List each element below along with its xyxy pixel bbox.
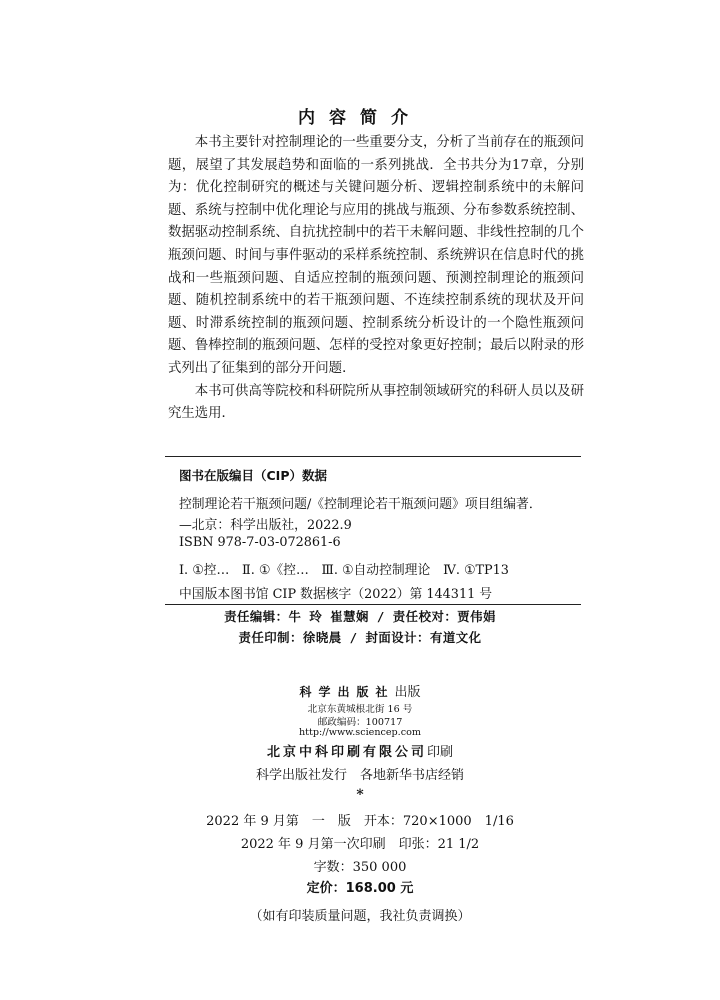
introduction-text <box>168 132 584 426</box>
quality-notice: （如有印装质量问题，我社负责调换） <box>249 909 471 924</box>
intro-paragraph-1: 本书主要针对控制理论的一些重要分支，分析了当前存在的瓶颈问题，展望了其发展趋势和面临的一系列挑战．全书共分为17章，分别为：优化控制研究的概述与关键问题分析、逻辑控制系统中的未解问题、系统与控制中优化理论与应用的挑战与瓶颈、分布参数系统控制、数据驱动控制系统、自抗扰控制中的若干未解问题、非线性控制的几个瓶颈问题、时间与事件驱动的采样系统控制、系统辨识在信息时代的挑战和一些瓶颈问题、自适应控制的瓶颈问题、预测控制理论的瓶颈问题、随机控制系统中的若干瓶颈问题、不连续控制系统的现状及开问题、时滞系统控制的瓶颈问题、控制系统分析设计的一个隐性瓶颈问题、鲁棒控制的瓶颈问题、怎样的受控对象更好控制；最后以附录的形式列出了征集到的部分开问题． <box>168 135 584 376</box>
printer-name: 北京中科印刷有限公司 <box>266 745 427 760</box>
cip-subject-line: Ⅰ. ①控… Ⅱ. ①《控… Ⅲ. ①自动控制理论 Ⅳ. ①TP13 <box>179 563 509 578</box>
publisher-postcode: 邮政编码：100717 <box>317 717 403 728</box>
publisher-address: 北京东黄城根北街 16 号 <box>307 704 413 715</box>
cip-heading: 图书在版编目（CIP）数据 <box>179 468 327 483</box>
cip-imprint-line: —北京：科学出版社，2022.9 <box>179 518 352 533</box>
distribution-line: 科学出版社发行 各地新华书店经销 <box>255 768 464 783</box>
intro-paragraph-2: 本书可供高等院校和科研院所从事控制领域研究的科研人员以及研究生选用． <box>168 383 584 422</box>
cip-record-line: 中国版本图书馆 CIP 数据核字（2022）第 144311 号 <box>179 587 493 602</box>
separator-star: * <box>356 787 364 803</box>
page-title-text: 内容简介 <box>298 108 422 128</box>
printer-line <box>0 741 720 760</box>
publisher-suffix: 出版 <box>394 685 421 700</box>
publisher-name: 科学出版社 <box>299 685 395 699</box>
editors-line-2: 责任印制：徐晓晨 / 封面设计：有道文化 <box>238 630 482 645</box>
price: 定价：168.00 元 <box>306 881 414 896</box>
cip-title-line: 控制理论若干瓶颈问题/《控制理论若干瓶颈问题》项目组编著． <box>179 497 542 512</box>
page-title <box>0 103 720 128</box>
printing-line: 2022 年 9 月第一次印刷 印张：21 1/2 <box>240 837 480 852</box>
cip-data-box <box>165 456 581 605</box>
publisher-line <box>0 681 720 700</box>
editors-line-1: 责任编辑：牛 玲 崔慧娴 / 责任校对：贾伟娟 <box>224 609 496 624</box>
cip-isbn-line: ISBN 978-7-03-072861-6 <box>179 535 341 550</box>
printer-suffix: 印刷 <box>427 745 454 760</box>
word-count: 字数：350 000 <box>313 860 407 875</box>
edition-line: 2022 年 9 月第 一 版 开本：720×1000 1/16 <box>206 814 514 829</box>
publisher-website: http://www.sciencep.com <box>299 727 421 738</box>
